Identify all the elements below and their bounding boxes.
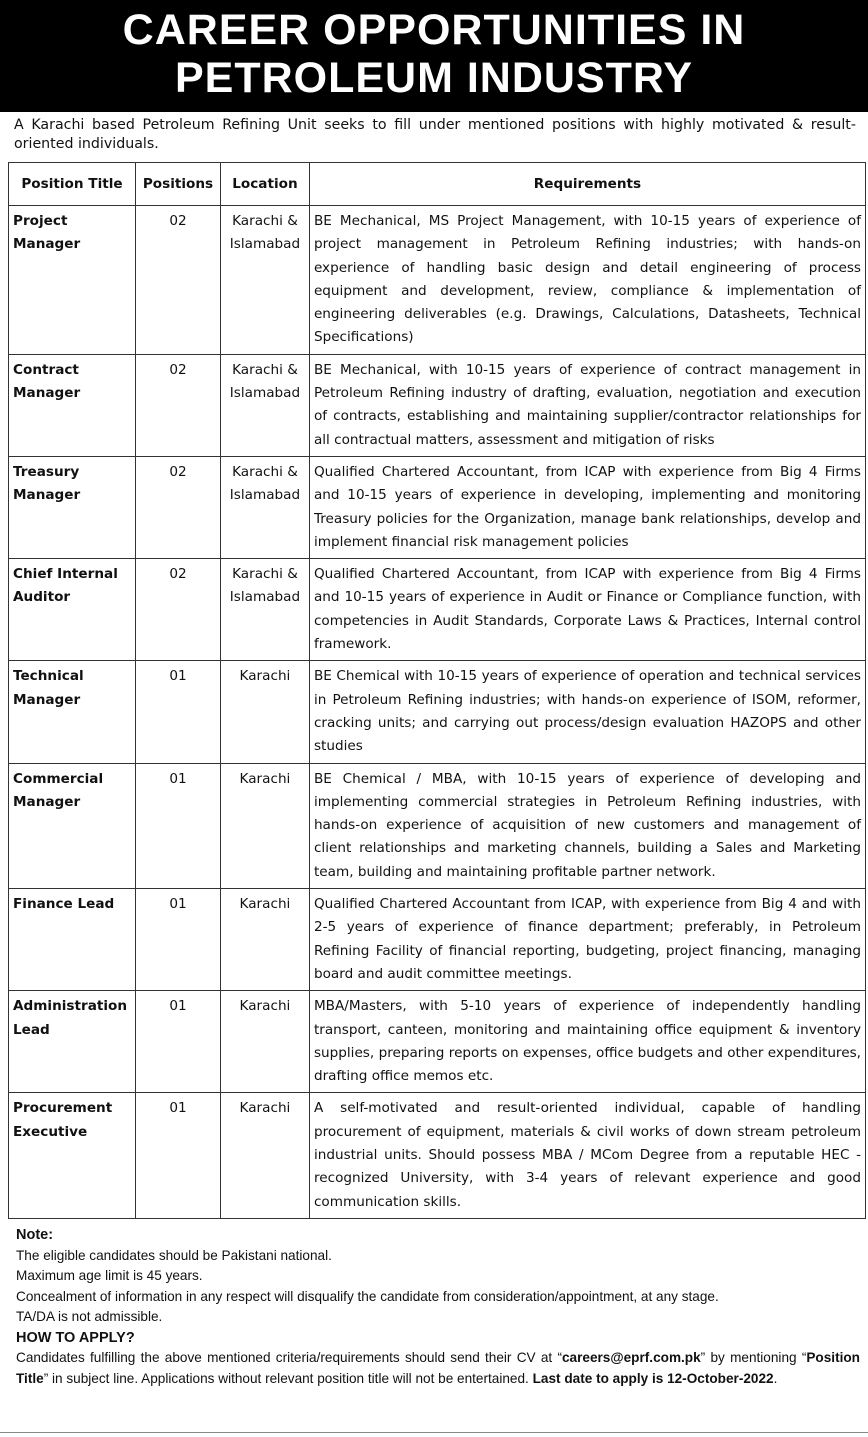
note-item: Concealment of information in any respect will disqualify the candidate from consideration/appointment, at any stage. [16,1288,719,1304]
position-location: Karachi [220,991,309,1093]
notes-section [16,1225,860,1389]
header-requirements: Requirements [309,163,865,206]
position-title: Administration Lead [9,991,136,1093]
position-location: Karachi [220,889,309,991]
position-count: 01 [135,991,220,1093]
ad-header [0,0,868,112]
position-requirements: Qualified Chartered Accountant from ICAP, with experience from Big 4 and with 2-5 years of experience of finance department; preferably, in Petroleum Refining Facility of financial reporting, budgeting, project financing, managing board and audit committee meetings. [309,889,865,991]
position-count: 01 [135,889,220,991]
position-requirements: A self-motivated and result-oriented individual, capable of handling procurement of equipment, materials & civil works of down stream petroleum industrial units. Should possess MBA / MCom Degree from a reputable HEC - recognized University, with 3-4 years of relevant experience and good communication skills. [309,1093,865,1218]
apply-text-part: ” in subject line. Applications without relevant position title will not be entertained. [43,1370,533,1386]
positions-table [8,162,866,1219]
note-heading: Note: [16,1227,54,1243]
apply-text-part: . [773,1370,778,1386]
table-header-row [9,163,866,206]
bottom-divider [0,1432,868,1433]
note-item: TA/DA is not admissible. [16,1309,163,1324]
apply-email-link[interactable]: careers@eprf.com.pk [561,1350,701,1365]
how-to-apply-text [16,1348,860,1389]
position-title: Finance Lead [9,889,136,991]
how-to-apply-heading: HOW TO APPLY? [16,1329,135,1346]
position-count: 02 [135,354,220,456]
position-title: Technical Manager [9,661,136,763]
position-title: Contract Manager [9,354,136,456]
position-requirements: MBA/Masters, with 5-10 years of experience of independently handling transport, canteen, monitoring and maintaining office equipment & inventory supplies, preparing reports on expenses, office budgets and other expenditures, drafting office memos etc. [309,991,865,1093]
position-location: Karachi & Islamabad [220,456,309,558]
table-row [9,206,866,355]
intro-text: A Karachi based Petroleum Refining Unit seeks to fill under mentioned positions with highly motivated & result-oriented individuals. [14,117,856,152]
note-item: Maximum age limit is 45 years. [16,1268,203,1283]
position-location: Karachi & Islamabad [220,354,309,456]
position-title: Chief Internal Auditor [9,559,136,661]
table-row [9,559,866,661]
position-title: Commercial Manager [9,763,136,888]
table-row [9,456,866,558]
position-requirements: Qualified Chartered Accountant, from ICAP with experience from Big 4 Firms and 10-15 years of experience in Audit or Finance or Compliance function, with competencies in Audit Standards, Corporate Laws & Practices, Internal control framework. [309,559,865,661]
header-position-title: Position Title [9,163,136,206]
table-row [9,991,866,1093]
table-row [9,661,866,763]
position-count: 01 [135,763,220,888]
position-location: Karachi [220,1093,309,1218]
note-item: The eligible candidates should be Pakistani national. [16,1247,332,1263]
position-count: 01 [135,661,220,763]
table-row [9,354,866,456]
header-positions: Positions [135,163,220,206]
position-requirements: Qualified Chartered Accountant, from ICAP with experience from Big 4 Firms and 10-15 years of experience in developing, implementing and monitoring Treasury policies for the Organization, manage bank relationships, develop and implement financial risk management policies [309,456,865,558]
position-count: 01 [135,1093,220,1218]
position-title: Treasury Manager [9,456,136,558]
position-requirements: BE Mechanical, MS Project Management, with 10-15 years of experience of project management in Petroleum Refining industries; with hands-on experience of handling basic design and detail engineering of process equipment and development, review, compliance & implementation of engineering deliverables (e.g. Drawings, Calculations, Datasheets, Technical Specifications) [309,206,865,355]
table-row [9,889,866,991]
position-requirements: BE Chemical / MBA, with 10-15 years of experience of developing and implementing commercial strategies in Petroleum Refining industries, with hands-on experience of acquisition of new customers and management of client relationships and marketing channels, building a Sales and Marketing team, building and maintaining profitable partner network. [309,763,865,888]
position-location: Karachi & Islamabad [220,559,309,661]
position-requirements: BE Chemical with 10-15 years of experience of operation and technical services in Petroleum Refining industries; with hands-on experience of ISOM, reformer, cracking units; and carrying out process/design evaluation HAZOPS and other studies [309,661,865,763]
header-location: Location [220,163,309,206]
position-count: 02 [135,206,220,355]
position-requirements: BE Mechanical, with 10-15 years of experience of contract management in Petroleum Refining industry of drafting, evaluation, negotiation and execution of contracts, establishing and maintaining supplier/contractor relationships for all contractual matters, assessment and mitigation of risks [309,354,865,456]
position-title: Procurement Executive [9,1093,136,1218]
table-row [9,1093,866,1218]
position-count: 02 [135,456,220,558]
apply-text-part: Candidates fulfilling the above mentioned criteria/requirements should send their CV at “ [16,1350,562,1365]
position-location: Karachi [220,661,309,763]
apply-text-part: ” by mentioning “ [700,1350,807,1365]
position-count: 02 [135,559,220,661]
apply-position-title: Position Title [16,1350,860,1386]
header-line-1: CAREER OPPORTUNITIES IN [122,6,746,54]
table-row [9,763,866,888]
header-line-2: PETROLEUM INDUSTRY [174,54,694,102]
position-location: Karachi [220,763,309,888]
last-date: Last date to apply is 12-October-2022 [532,1370,774,1386]
position-location: Karachi & Islamabad [220,206,309,355]
position-title: Project Manager [9,206,136,355]
